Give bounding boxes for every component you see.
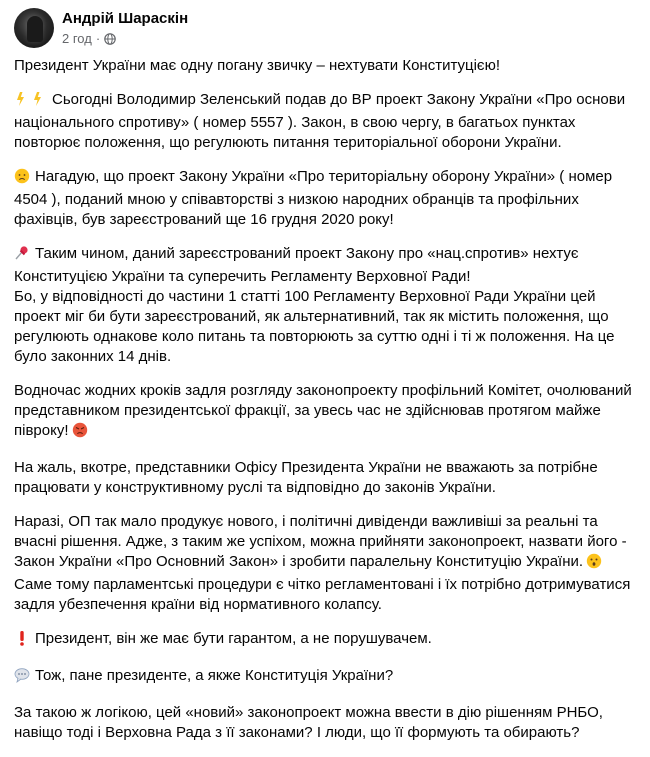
exclamation-icon bbox=[14, 630, 31, 652]
lightning-icon bbox=[14, 91, 48, 113]
post-paragraph bbox=[14, 629, 638, 652]
post-paragraph bbox=[14, 458, 638, 498]
astonished-face-icon bbox=[586, 553, 603, 575]
pushpin-icon bbox=[14, 245, 31, 267]
author-name[interactable]: Андрій Шараскін bbox=[62, 10, 189, 27]
avatar[interactable] bbox=[14, 8, 54, 48]
worried-face-icon bbox=[14, 168, 31, 190]
paragraph-text: На жаль, вкотре, представники Офісу Президента України не вважають за потрібне працювати у конструктивному руслі та відповідно до законів України. bbox=[14, 459, 598, 496]
paragraph-text: За такою ж логікою, цей «новий» законопроект можна ввести в дію рішенням РНБО, навіщо тоді і Верховна Рада з її законами? І люди, що її формують та обирають? bbox=[14, 704, 603, 741]
paragraph-text: Саме тому парламентські процедури є чітко регламентовані і їх потрібно дотримуватися задля убезпечення країни від нормативного колапсу. bbox=[14, 576, 631, 613]
paragraph-text: Наразі, ОП так мало продукує нового, і політичні дивіденди важливіші за реальні та вчасні рішення. Адже, з таким же успіхом, можна прийняти законопроект, назвати його - Закон України «Про Основний Закон» і зробити паралельну Конституцію України. bbox=[14, 513, 627, 570]
post-paragraph bbox=[14, 575, 638, 615]
post-paragraph bbox=[14, 512, 638, 575]
post-paragraph bbox=[14, 381, 638, 444]
paragraph-text: Таким чином, даний зареєстрований проект Закону про «нац.спротив» нехтує Конституцією України та суперечить Регламенту Верховної Ради! bbox=[14, 245, 579, 285]
paragraph-text: Бо, у відповідності до частини 1 статті 100 Регламенту Верховної Ради України цей проект міг би бути зареєстрований, як альтернативний, так як містить положення, що регулюють однакове коло питань та повторюють за суттю одні і ті ж положення. На це було законних 14 днів. bbox=[14, 288, 615, 365]
paragraph-text: Тож, пане президенте, а якже Конституція України? bbox=[35, 667, 394, 684]
post-paragraph bbox=[14, 167, 638, 230]
post-paragraph bbox=[14, 703, 638, 743]
angry-face-icon bbox=[72, 422, 89, 444]
post-paragraph bbox=[14, 56, 638, 76]
post-header bbox=[14, 6, 188, 50]
post-meta bbox=[62, 9, 188, 47]
paragraph-text: Президент, він же має бути гарантом, а не порушувачем. bbox=[35, 630, 432, 647]
paragraph-text: Водночас жодних кроків задля розгляду законопроекту профільний Комітет, очолюваний представником президентської фракції, за увесь час не здійснював протягом майже півроку! bbox=[14, 382, 632, 439]
post-paragraph bbox=[14, 90, 638, 153]
separator-dot: · bbox=[95, 31, 101, 46]
post-paragraph bbox=[14, 666, 638, 689]
post-time[interactable]: 2 год bbox=[62, 31, 92, 46]
post-text bbox=[14, 56, 638, 757]
speech-balloon-icon bbox=[14, 667, 31, 689]
paragraph-text: Сьогодні Володимир Зеленський подав до ВР проект Закону України «Про основи національного спротиву» ( номер 5557 ). Закон, в свою чергу, в багатьох пунктах повторює положення, що регулюють питання територіальної оборони України. bbox=[14, 91, 626, 151]
post-paragraph bbox=[14, 244, 638, 287]
paragraph-text: Президент України має одну погану звичку – нехтувати Конституцією! bbox=[14, 57, 500, 74]
paragraph-text: Нагадую, що проект Закону України «Про територіальну оборону України» ( номер 4504 ), поданий мною у співавторстві з низкою народних обранців та профільних фахівців, був зареєстрований ще 16 грудня 2020 року! bbox=[14, 168, 613, 228]
globe-icon[interactable] bbox=[104, 33, 116, 45]
post-subline bbox=[62, 30, 188, 47]
post-paragraph bbox=[14, 287, 638, 367]
